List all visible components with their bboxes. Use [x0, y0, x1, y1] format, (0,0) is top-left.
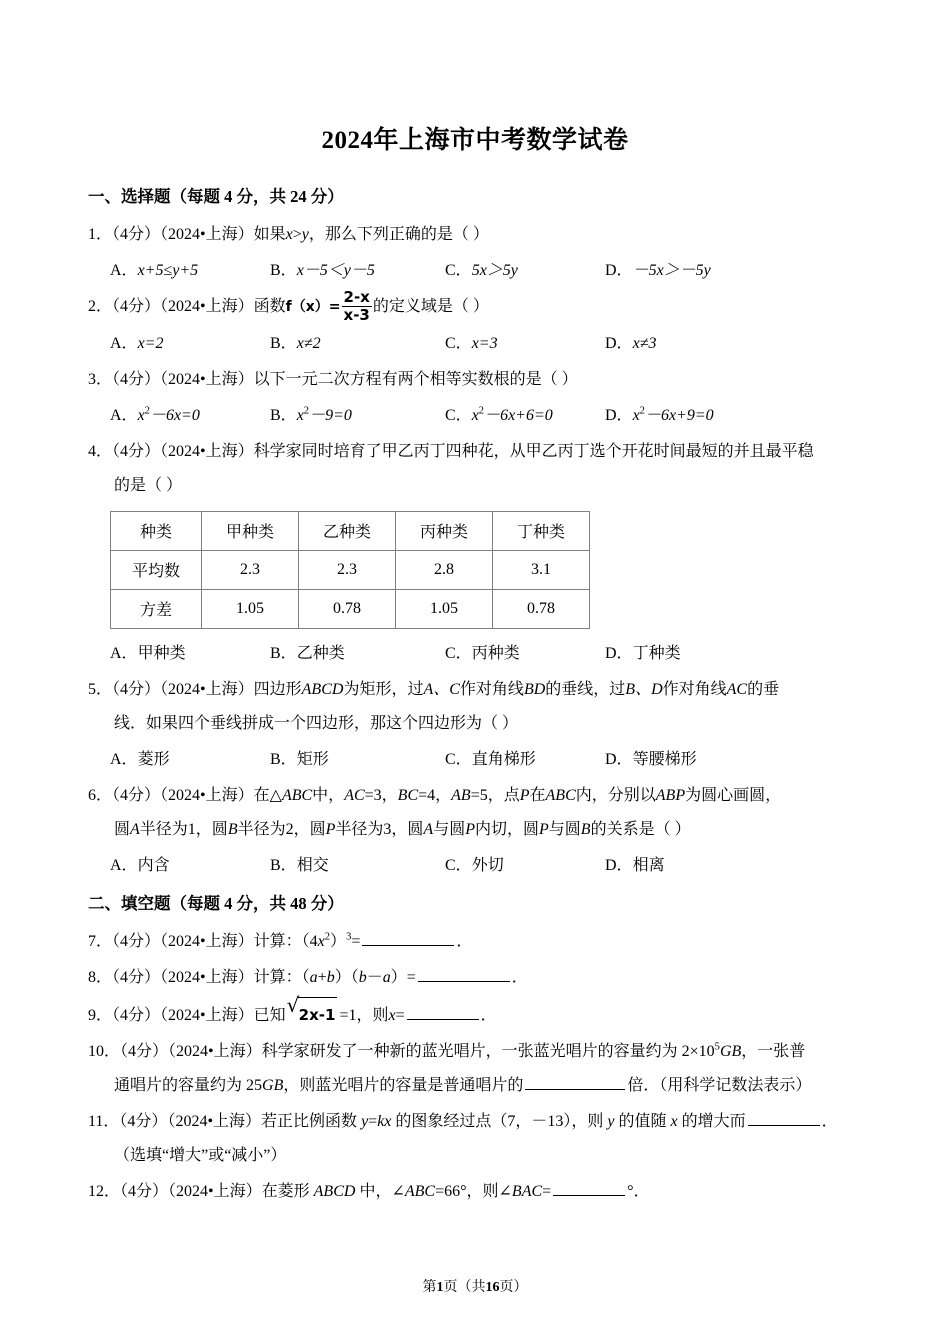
question-text: 在菱形: [261, 1182, 314, 1200]
option-b-text: 乙种类: [296, 644, 345, 662]
question-text: 若正比例函数: [261, 1112, 362, 1130]
table-row-label-mean: 平均数: [111, 550, 202, 589]
question-score: （4分）: [112, 442, 161, 460]
option-b-label: B．: [270, 644, 297, 662]
math-label-b: B: [625, 680, 636, 698]
option-d-exponent: 2: [639, 405, 645, 417]
footer-page-number: 1: [436, 1280, 444, 1295]
option-c[interactable]: [445, 399, 553, 433]
math-var-y-2: y: [607, 1112, 615, 1130]
option-b-base: x: [296, 406, 304, 424]
option-a-label: A．: [110, 644, 138, 662]
answer-paren: （ ）: [452, 298, 489, 315]
option-a[interactable]: [110, 254, 198, 288]
option-a[interactable]: [110, 637, 186, 671]
table-cell-mean-bing: 2.8: [396, 550, 493, 589]
option-a-text: x=2: [137, 334, 164, 352]
question-source: （2024•上海）: [160, 370, 254, 388]
math-equals: =: [351, 932, 361, 950]
option-a-label: A．: [110, 750, 138, 768]
q6-l2-t8: 的关系是: [590, 820, 655, 838]
question-text: 四边形: [253, 680, 302, 698]
option-a-text: x+5≤y+5: [137, 262, 199, 279]
answer-blank[interactable]: [407, 1005, 479, 1020]
question-line-2b: ，则蓝光唱片的容量是普通唱片的: [283, 1076, 524, 1094]
footer-mid: 页（共: [443, 1280, 486, 1295]
table-cell-mean-jia: 2.3: [202, 550, 299, 589]
math-label-abcd: ABCD: [313, 1182, 356, 1200]
option-a-label: A．: [110, 856, 138, 874]
q6-l2-t7: 与圆: [548, 820, 581, 838]
question-text-3: ）=: [390, 968, 416, 986]
option-d-label: D．: [605, 406, 633, 424]
question-9: [80, 992, 870, 1033]
question-text-4: 的垂线，过: [545, 680, 626, 698]
question-8: [80, 961, 870, 995]
q6-l2-t2: 半径为1，圆: [139, 820, 228, 838]
question-source: （2024•上海）: [160, 1006, 254, 1024]
q6-l2-t6: 内切，圆: [474, 820, 539, 838]
math-var-y: y: [361, 1112, 369, 1130]
fraction-numerator: 2-x: [343, 288, 370, 307]
question-source: （2024•上海）: [168, 1042, 262, 1060]
math-op-plus: +: [317, 968, 327, 986]
option-d[interactable]: [605, 254, 711, 288]
question-line-2c: 倍．（用科学记数法表示）: [627, 1076, 812, 1094]
math-equals: =: [542, 1182, 552, 1200]
radical-sign-icon: √: [286, 992, 300, 1017]
option-d[interactable]: [605, 327, 656, 361]
question-text-2: 为矩形，过: [343, 680, 424, 698]
option-b[interactable]: [270, 399, 352, 433]
q6-l2-t4: 半径为3，圆: [335, 820, 424, 838]
math-label-bc: BC: [397, 786, 419, 804]
question-text: 以下一元二次方程有两个相等实数根的是: [253, 370, 542, 388]
question-text-2: 中，: [312, 786, 345, 804]
math-var-b-2: b: [358, 968, 367, 986]
math-label-abc-2: ABC: [545, 786, 576, 804]
question-text-2: ）: [330, 932, 347, 950]
math-label-circle-p-3: P: [539, 820, 549, 838]
question-number: 3．: [88, 370, 113, 388]
math-label-abc: ABC: [281, 786, 313, 804]
question-source: （2024•上海）: [160, 786, 254, 804]
math-op-minus: －: [366, 968, 383, 986]
period: ．: [821, 1112, 838, 1130]
option-a[interactable]: [110, 849, 170, 883]
table-cell-var-jia: 1.05: [202, 589, 299, 628]
option-c-rest: －6x+6=0: [484, 406, 553, 424]
question-text-8: 为圆心画圆，: [685, 786, 782, 804]
radicand: 2x-1: [298, 997, 338, 1032]
question-text-3: 作对角线: [459, 680, 524, 698]
option-b-label: B．: [270, 406, 297, 424]
math-label-ac: AC: [726, 680, 748, 698]
option-d-label: D．: [605, 334, 633, 352]
option-d[interactable]: [605, 849, 665, 883]
question-source: （2024•上海）: [160, 226, 254, 243]
question-source: （2024•上海）: [167, 1112, 262, 1130]
question-text-3: =3，: [364, 786, 398, 804]
answer-paren: （ ）: [146, 476, 183, 494]
question-3: [80, 363, 870, 397]
answer-blank[interactable]: [418, 967, 510, 982]
math-angle-abc: ABC: [404, 1182, 436, 1200]
q6-l2-t1: 圆: [114, 820, 131, 838]
option-c-text: 直角梯形: [471, 750, 536, 768]
footer-total-pages: 16: [485, 1280, 500, 1295]
question-score: （4分）: [120, 1042, 169, 1060]
math-var-x: x: [388, 1006, 396, 1024]
question-text-2: =1，则: [339, 1006, 389, 1024]
question-text-2: ，一张普: [741, 1042, 806, 1060]
option-a-text: 菱形: [137, 750, 170, 768]
option-d-text: －5x＞－5y: [632, 262, 711, 279]
answer-paren: （ ）: [452, 226, 489, 243]
page-title: 2024年上海市中考数学试卷: [321, 127, 629, 154]
question-text: 在△: [253, 786, 282, 804]
square-root-expression: [286, 992, 338, 1032]
option-d[interactable]: [605, 637, 681, 671]
option-b[interactable]: [270, 637, 345, 671]
option-c-label: C．: [445, 856, 472, 874]
math-var-b: b: [326, 968, 335, 986]
option-a-label: A．: [110, 334, 138, 352]
option-a-exponent: 2: [144, 405, 150, 417]
question-text-2: ）（: [334, 968, 359, 986]
option-c[interactable]: [445, 327, 498, 361]
math-label-circle-a-2: A: [423, 820, 434, 838]
option-d-text: 丁种类: [632, 644, 681, 662]
question-score: （4分）: [112, 932, 161, 950]
question-source: （2024•上海）: [160, 968, 254, 986]
question-number: 2．: [88, 298, 113, 315]
fraction-expression: [342, 289, 372, 324]
math-var-a: a: [309, 968, 318, 986]
options-q6: [80, 849, 870, 883]
question-text-5: 作对角线: [662, 680, 727, 698]
question-text-3: =66°，则∠: [435, 1182, 512, 1200]
math-label-abcd: ABCD: [301, 680, 344, 698]
question-number: 5．: [88, 680, 113, 698]
math-angle-bac: BAC: [511, 1182, 543, 1200]
question-text-3: 的值随: [614, 1112, 671, 1130]
question-10: [80, 1035, 870, 1103]
math-label-bd: BD: [523, 680, 546, 698]
option-c-label: C．: [445, 644, 472, 662]
question-source: （2024•上海）: [160, 298, 254, 315]
math-exponent-3: 3: [346, 931, 352, 943]
table-row-header: [111, 511, 590, 550]
option-a[interactable]: [110, 327, 163, 361]
statistics-table-wrapper: [110, 511, 870, 629]
math-op-gt: >: [292, 226, 302, 243]
unit-gb: GB: [719, 1042, 742, 1060]
question-text-2: ，那么下列正确的是: [308, 226, 453, 243]
option-b[interactable]: [270, 849, 329, 883]
question-4: [80, 435, 870, 503]
statistics-table: [110, 511, 590, 629]
option-a[interactable]: [110, 743, 170, 777]
question-text: 科学家同时培育了甲乙丙丁四种花，从甲乙丙丁选个开花时间最短的并且最平稳: [253, 442, 814, 460]
degree-symbol: °．: [627, 1182, 650, 1200]
option-c-text: 5x＞5y: [471, 262, 518, 279]
question-score: （4分）: [112, 680, 161, 698]
math-label-circle-a: A: [130, 820, 140, 838]
q6-l2-t3: 半径为2，圆: [237, 820, 326, 838]
option-c-exponent: 2: [478, 405, 485, 417]
table-header-jia: 甲种类: [202, 511, 299, 550]
answer-blank[interactable]: [525, 1075, 625, 1090]
question-score: （4分）: [112, 1006, 161, 1024]
table-cell-var-yi: 0.78: [299, 589, 396, 628]
question-number: 11．: [88, 1112, 120, 1130]
question-text: 函数: [253, 298, 286, 315]
question-11: [80, 1105, 870, 1173]
question-number: 8．: [88, 968, 113, 986]
table-cell-mean-ding: 3.1: [493, 550, 590, 589]
question-score: （4分）: [112, 298, 161, 315]
table-cell-mean-yi: 2.3: [299, 550, 396, 589]
option-b-label: B．: [270, 262, 297, 279]
question-text-2: 的是: [114, 476, 147, 494]
option-c-label: C．: [445, 262, 472, 279]
question-number: 7．: [88, 932, 113, 950]
math-label-d: 、D: [635, 680, 663, 698]
option-c-text: 丙种类: [471, 644, 520, 662]
option-d-base: x: [632, 406, 640, 424]
option-c[interactable]: [445, 637, 520, 671]
options-q4: [80, 637, 870, 671]
option-b-label: B．: [270, 750, 297, 768]
option-c-label: C．: [445, 334, 472, 352]
option-b-text: x≠2: [296, 334, 321, 352]
option-b-text: 相交: [296, 856, 329, 874]
option-b[interactable]: [270, 743, 329, 777]
math-exponent-2: 2: [324, 931, 331, 943]
question-line-2: 通唱片的容量约为 25: [114, 1076, 263, 1094]
table-header-bing: 丙种类: [396, 511, 493, 550]
q6-l2-t5: 与圆: [433, 820, 466, 838]
math-equals: =: [395, 1006, 405, 1024]
question-score: （4分）: [112, 786, 161, 804]
question-text-2: 的图象经过点（7，－13），则: [391, 1112, 608, 1130]
question-number: 1．: [88, 226, 113, 243]
option-a[interactable]: [110, 399, 200, 433]
question-score: （4分）: [119, 1112, 168, 1130]
options-q3: [80, 399, 870, 433]
math-label-ab: AB: [451, 786, 471, 804]
question-text-7: 内，分别以: [575, 786, 656, 804]
option-c-text: 外切: [471, 856, 504, 874]
table-row-label-variance: 方差: [111, 589, 202, 628]
table-header-yi: 乙种类: [299, 511, 396, 550]
math-var-y: y: [301, 226, 309, 243]
table-header-category: 种类: [111, 511, 202, 550]
options-q1: [80, 254, 870, 288]
option-d-label: D．: [605, 644, 633, 662]
question-score: （4分）: [112, 968, 161, 986]
option-c-base: x: [471, 406, 479, 424]
math-label-circle-b-2: B: [580, 820, 591, 838]
option-d-text: x≠3: [632, 334, 657, 352]
question-score: （4分）: [120, 1182, 169, 1200]
math-var-x: x: [317, 932, 325, 950]
question-line-2: （选填“增大”或“减小”）: [114, 1146, 287, 1164]
math-expr-kx: kx: [377, 1112, 392, 1130]
math-label-a: A: [423, 680, 434, 698]
option-a-rest: －6x=0: [149, 406, 200, 424]
math-var-a-2: a: [382, 968, 391, 986]
question-12: [80, 1175, 870, 1209]
math-var-x: x: [670, 1112, 678, 1130]
option-a-text: 内含: [137, 856, 170, 874]
question-1: [80, 218, 870, 252]
question-text: 已知: [253, 1006, 286, 1024]
period: ．: [511, 968, 528, 986]
fraction-denominator: x-3: [343, 305, 370, 324]
section-heading-fill: 二、填空题（每题 4 分，共 48 分）: [88, 893, 344, 913]
option-c[interactable]: [445, 743, 536, 777]
question-number: 4．: [88, 442, 113, 460]
question-source: （2024•上海）: [168, 1182, 262, 1200]
option-d-text: 等腰梯形: [632, 750, 697, 768]
period: ．: [456, 932, 473, 950]
option-c-label: C．: [445, 750, 472, 768]
math-exponent-5: 5: [714, 1041, 720, 1053]
question-line-2: 线．如果四个垂线拼成一个四边形，那这个四边形为: [114, 714, 483, 732]
question-text-6: 在: [529, 786, 546, 804]
question-text: 计算：（4: [253, 932, 318, 950]
question-number: 12．: [88, 1182, 121, 1200]
answer-blank[interactable]: [748, 1111, 820, 1126]
answer-blank[interactable]: [553, 1181, 625, 1196]
table-header-ding: 丁种类: [493, 511, 590, 550]
question-7: [80, 925, 870, 959]
answer-paren: （ ）: [482, 714, 519, 732]
option-d-label: D．: [605, 750, 633, 768]
question-text-5: =5，点: [470, 786, 520, 804]
period: ．: [480, 1006, 497, 1024]
options-q5: [80, 743, 870, 777]
option-c-text: x=3: [471, 334, 498, 352]
question-text: 计算：（: [253, 968, 310, 986]
table-cell-var-ding: 0.78: [493, 589, 590, 628]
math-label-p: P: [519, 786, 530, 804]
option-c[interactable]: [445, 849, 504, 883]
question-6: [80, 779, 870, 847]
option-d[interactable]: [605, 399, 714, 433]
answer-paren: （ ）: [654, 820, 691, 838]
table-row: [111, 550, 590, 589]
math-label-circle-p-2: P: [465, 820, 475, 838]
answer-blank[interactable]: [362, 931, 454, 946]
option-b-text: x－5＜y－5: [296, 262, 375, 279]
answer-paren: （ ）: [541, 370, 578, 388]
table-row: [111, 589, 590, 628]
option-a-text: 甲种类: [137, 644, 186, 662]
math-label-circle-b: B: [227, 820, 238, 838]
math-label-abp: ABP: [655, 786, 686, 804]
math-equals: =: [368, 1112, 378, 1130]
question-score: （4分）: [112, 370, 161, 388]
option-b-exponent: 2: [303, 405, 310, 417]
question-text: 如果: [253, 226, 286, 243]
question-number: 9．: [88, 1006, 113, 1024]
option-b-text: 矩形: [296, 750, 329, 768]
question-source: （2024•上海）: [160, 680, 254, 698]
footer-suffix: 页）: [499, 1280, 528, 1295]
question-text: 科学家研发了一种新的蓝光唱片，一张蓝光唱片的容量约为 2×10: [261, 1042, 715, 1060]
question-score: （4分）: [112, 226, 161, 243]
option-b-label: B．: [270, 334, 297, 352]
options-q2: [80, 327, 870, 361]
option-d-label: D．: [605, 856, 633, 874]
question-text-6: 的垂: [747, 680, 780, 698]
option-c-label: C．: [445, 406, 472, 424]
function-name: f（x）=: [285, 299, 341, 315]
option-a-base: x: [137, 406, 145, 424]
option-a-label: A．: [110, 406, 138, 424]
question-number: 6．: [88, 786, 113, 804]
question-text-4: =4，: [418, 786, 452, 804]
question-source: （2024•上海）: [160, 442, 254, 460]
unit-gb-2: GB: [262, 1076, 284, 1094]
question-2: [80, 290, 870, 325]
math-var-x: x: [285, 226, 293, 243]
question-5: [80, 673, 870, 741]
page-footer: [0, 1276, 950, 1296]
option-d-label: D．: [605, 262, 633, 279]
option-a-label: A．: [110, 262, 138, 279]
option-d-text: 相离: [632, 856, 665, 874]
section-heading-choice: 一、选择题（每题 4 分，共 24 分）: [88, 187, 344, 206]
math-label-circle-p: P: [325, 820, 336, 838]
question-text-4: 的增大而: [677, 1112, 746, 1130]
option-b-rest: －9=0: [309, 406, 352, 424]
math-label-c: 、C: [433, 680, 460, 698]
option-c[interactable]: [445, 254, 518, 288]
question-number: 10．: [88, 1042, 121, 1060]
option-b[interactable]: [270, 254, 375, 288]
question-text-2: 的定义域是: [372, 298, 453, 315]
option-d-rest: －6x+9=0: [644, 406, 714, 424]
question-text-2: 中，∠: [355, 1182, 405, 1200]
table-cell-var-bing: 1.05: [396, 589, 493, 628]
option-b-label: B．: [270, 856, 297, 874]
math-label-ac: AC: [344, 786, 365, 804]
footer-prefix: 第: [422, 1280, 437, 1295]
question-source: （2024•上海）: [160, 932, 254, 950]
option-d[interactable]: [605, 743, 697, 777]
option-b[interactable]: [270, 327, 321, 361]
